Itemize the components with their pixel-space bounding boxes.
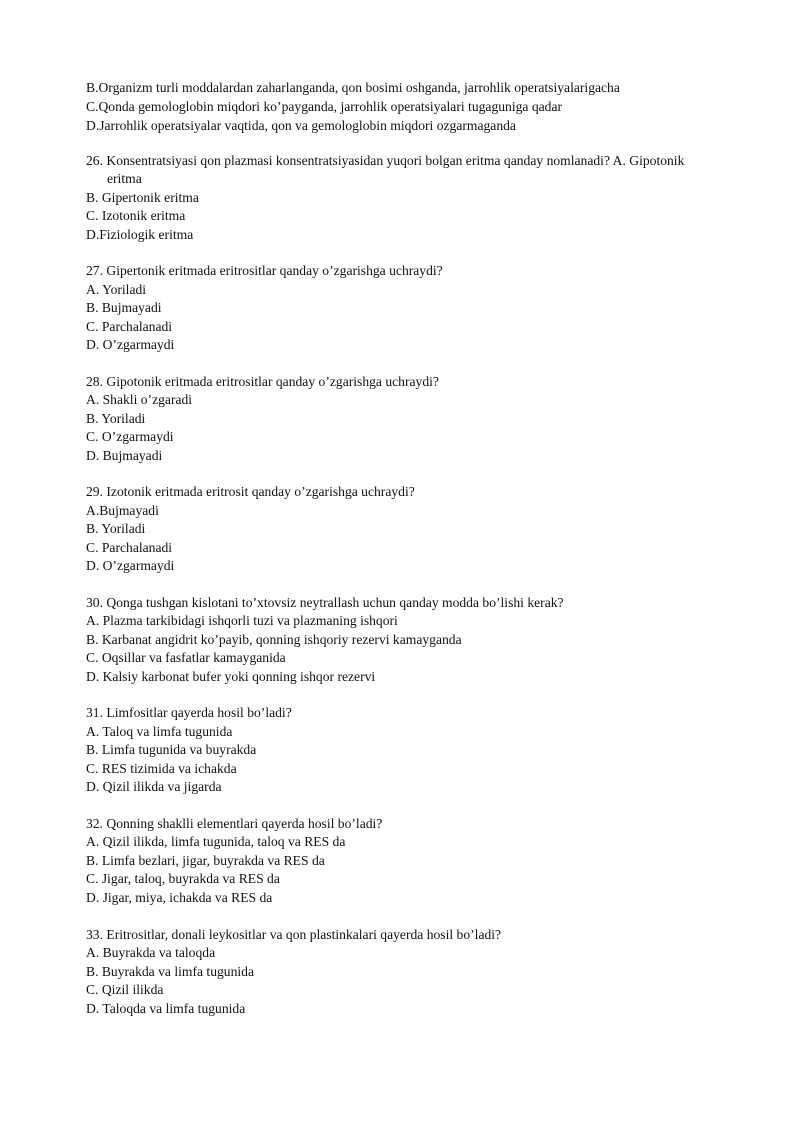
answer-option: A. Yoriladi [86, 282, 147, 297]
answer-option: D. Taloqda va limfa tugunida [86, 1001, 246, 1016]
answer-option: C. RES tizimida va ichakda [86, 761, 237, 776]
answer-option: B. Bujmayadi [86, 300, 162, 315]
answer-option: C.Qonda gemologlobin miqdori ko’payganda, jarrohlik operatsiyalari tugaguniga qadar [86, 99, 563, 114]
answer-option: D. Qizil ilikda va jigarda [86, 779, 222, 794]
answer-option: B. Karbanat angidrit ko’payib, qonning ishqoriy rezervi kamayganda [86, 632, 462, 647]
answer-option: D. Kalsiy karbonat bufer yoki qonning ishqor rezervi [86, 669, 376, 684]
answer-option: D. O’zgarmaydi [86, 558, 175, 573]
answer-option: C. O’zgarmaydi [86, 429, 174, 444]
answer-option: C. Jigar, taloq, buyrakda va RES da [86, 871, 280, 886]
answer-option: C. Qizil ilikda [86, 982, 164, 997]
answer-option: D.Fiziologik eritma [86, 227, 194, 242]
answer-option: B. Gipertonik eritma [86, 190, 199, 205]
answer-option: A. Taloq va limfa tugunida [86, 724, 233, 739]
answer-option: B. Limfa bezlari, jigar, buyrakda va RES da [86, 853, 325, 868]
question-30: 30. Qonga tushgan kislotani to’xtovsiz neytrallash uchun qanday modda bo’lishi kerak? [86, 595, 564, 610]
question-31: 31. Limfositlar qayerda hosil bo’ladi? [86, 705, 292, 720]
answer-option: D. Jigar, miya, ichakda va RES da [86, 890, 273, 905]
answer-option: B. Yoriladi [86, 521, 146, 536]
answer-option: D. O’zgarmaydi [86, 337, 175, 352]
question-27: 27. Gipertonik eritmada eritrositlar qanday o’zgarishga uchraydi? [86, 263, 443, 278]
answer-option: B.Organizm turli moddalardan zaharlanganda, qon bosimi oshganda, jarrohlik operatsiyalarigacha [86, 80, 620, 95]
answer-option: A. Plazma tarkibidagi ishqorli tuzi va plazmaning ishqori [86, 613, 398, 628]
answer-option: B. Buyrakda va limfa tugunida [86, 964, 254, 979]
answer-option: D.Jarrohlik operatsiyalar vaqtida, qon va gemologlobin miqdori ozgarmaganda [86, 118, 516, 133]
answer-option: A.Bujmayadi [86, 503, 159, 518]
question-28: 28. Gipotonik eritmada eritrositlar qanday o’zgarishga uchraydi? [86, 374, 439, 389]
answer-option: B. Limfa tugunida va buyrakda [86, 742, 257, 757]
answer-option: A. Shakli o’zgaradi [86, 392, 193, 407]
answer-option: C. Parchalanadi [86, 319, 173, 334]
answer-option: C. Parchalanadi [86, 540, 173, 555]
answer-option: C. Izotonik eritma [86, 208, 186, 223]
answer-option: A. Buyrakda va taloqda [86, 945, 216, 960]
answer-option: D. Bujmayadi [86, 448, 163, 463]
answer-option: A. Qizil ilikda, limfa tugunida, taloq va RES da [86, 834, 346, 849]
question-26-continuation: eritma [107, 171, 142, 186]
answer-option: B. Yoriladi [86, 411, 146, 426]
question-29: 29. Izotonik eritmada eritrosit qanday o’zgarishga uchraydi? [86, 484, 415, 499]
question-26: 26. Konsentratsiyasi qon plazmasi konsentratsiyasidan yuqori bolgan eritma qanday nomlanadi? A. Gipotonik [86, 153, 685, 168]
question-32: 32. Qonning shaklli elementlari qayerda hosil bo’ladi? [86, 816, 383, 831]
question-33: 33. Eritrositlar, donali leykositlar va qon plastinkalari qayerda hosil bo’ladi? [86, 927, 502, 942]
answer-option: C. Oqsillar va fasfatlar kamayganida [86, 650, 286, 665]
